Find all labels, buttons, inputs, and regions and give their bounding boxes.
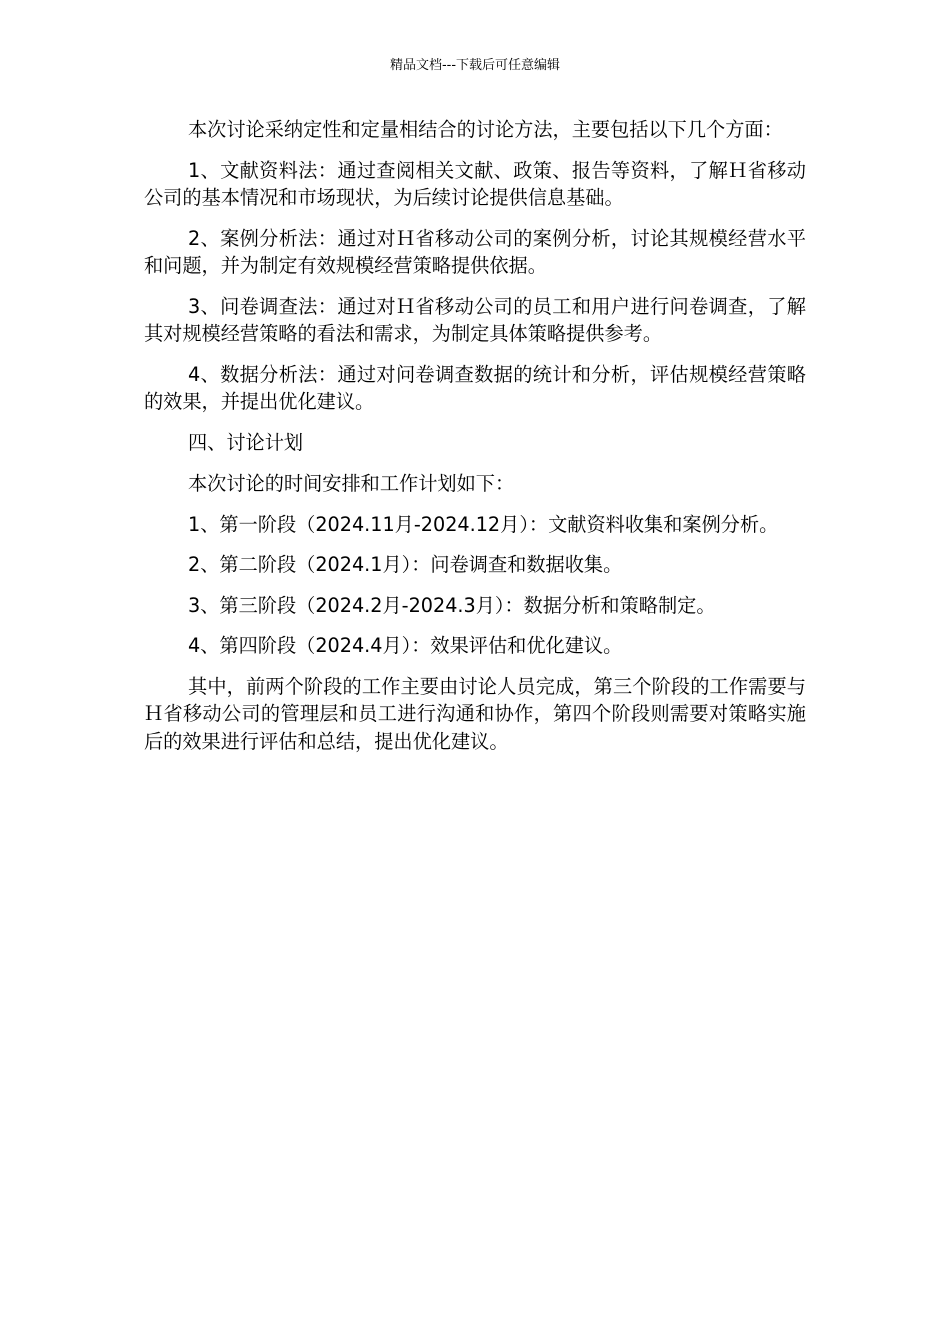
paragraph-plan-intro: 本次讨论的时间安排和工作计划如下： [188,472,515,495]
paragraph-summary: 其中，前两个阶段的工作主要由讨论人员完成，第三个阶段的工作需要与Ｈ省移动公司的管理层和员工进行沟通和协作，第四个阶段则需要对策略实施后的效果进行评估和总结，提出优化建议。 [144,674,806,753]
paragraph-phase-3: 3、第三阶段（2024.2月-2024.3月）：数据分析和策略制定。 [188,593,716,617]
section-heading-plan: 四、讨论计划 [188,430,304,454]
page-header-watermark: 精品文档---下载后可任意编辑 [389,58,561,73]
paragraph-phase-1: 1、第一阶段（2024.11月-2024.12月）：文献资料收集和案例分析。 [188,512,779,536]
paragraph-phase-4: 4、第四阶段（2024.4月）：效果评估和优化建议。 [188,634,623,657]
paragraph-method-data-analysis: 4、数据分析法：通过对问卷调查数据的统计和分析，评估规模经营策略的效果，并提出优化建议。 [144,362,806,413]
paragraph-method-questionnaire: 3、问卷调查法：通过对Ｈ省移动公司的员工和用户进行问卷调查，了解其对规模经营策略的看法和需求，为制定具体策略提供参考。 [144,294,806,345]
paragraph-method-case-analysis: 2、案例分析法：通过对Ｈ省移动公司的案例分析，讨论其规模经营水平和问题，并为制定有效规模经营策略提供依据。 [144,226,806,277]
paragraph-methods-intro: 本次讨论采纳定性和定量相结合的讨论方法，主要包括以下几个方面： [188,118,783,141]
paragraph-phase-2: 2、第二阶段（2024.1月）：问卷调查和数据收集。 [188,553,623,576]
document-body [144,116,806,768]
paragraph-method-literature: 1、文献资料法：通过查阅相关文献、政策、报告等资料，了解Ｈ省移动公司的基本情况和市场现状，为后续讨论提供信息基础。 [144,158,806,209]
